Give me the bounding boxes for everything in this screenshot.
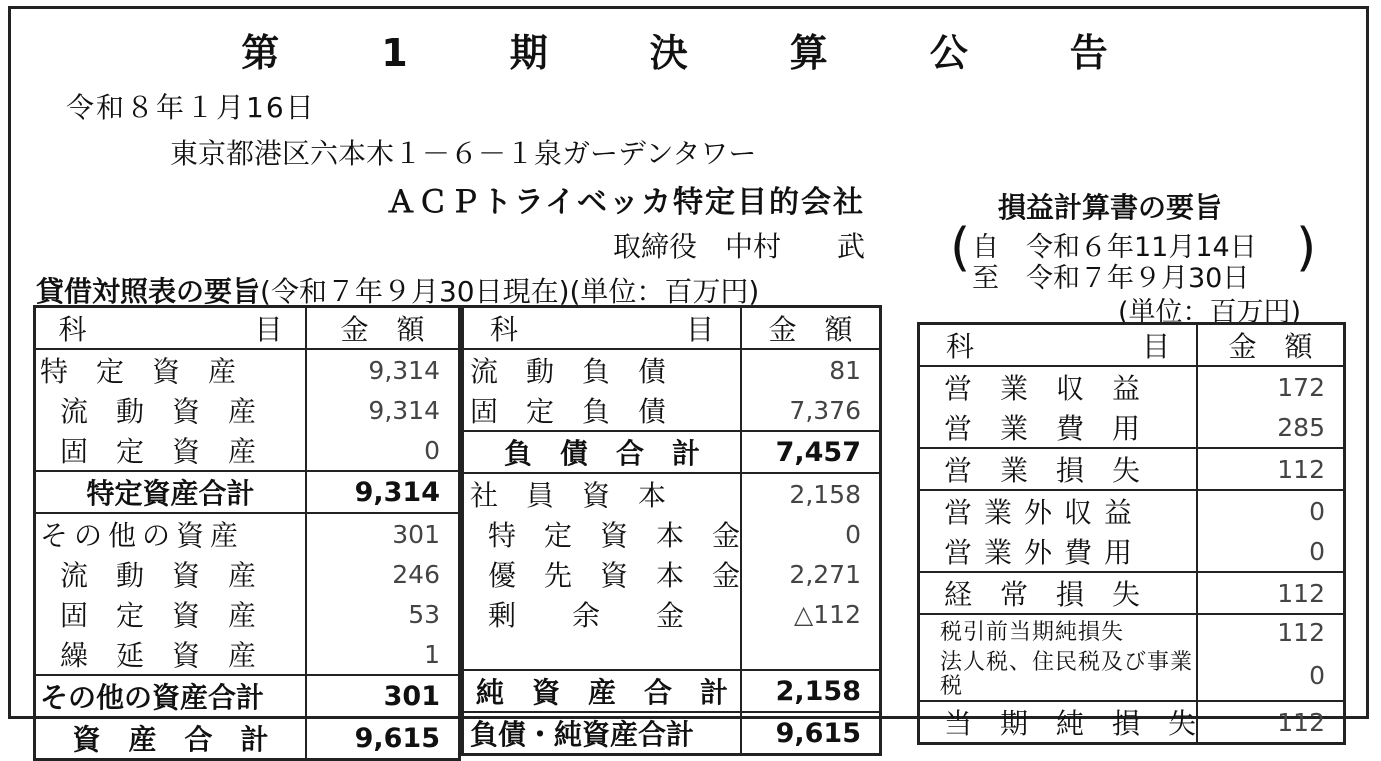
row-value: 7,376 xyxy=(741,390,880,431)
company-name: ＡＣＰトライベッカ特定目的会社 xyxy=(385,185,865,220)
open-paren: ( xyxy=(950,218,971,278)
table-row xyxy=(463,594,881,634)
table-row xyxy=(35,349,460,390)
row-label: 特 定 資 本 金 xyxy=(463,514,742,554)
row-label: 営業外費用 xyxy=(944,536,1145,569)
row-value: 172 xyxy=(1197,366,1344,407)
row-label: その他の資産合計 xyxy=(35,675,307,717)
row-value: 0 xyxy=(741,514,880,554)
row-label: 純 資 産 合 計 xyxy=(463,670,742,712)
row-value: 9,615 xyxy=(741,712,880,755)
row-label: 法人税、住民税及び事業税 xyxy=(940,650,1194,699)
row-value: 9,615 xyxy=(306,717,459,760)
row-label: 経 常 損 失 xyxy=(919,572,1198,614)
period-to: 至 令和７年９月30日 xyxy=(972,263,1250,294)
assets-table xyxy=(33,305,461,761)
row-label: 営 業 費 用 xyxy=(944,412,1141,445)
row-label: 負債・純資産合計 xyxy=(463,712,742,755)
row-label: 負 債 合 計 xyxy=(463,431,742,473)
row-value: 7,457 xyxy=(741,431,880,473)
row-label: 優 先 資 本 金 xyxy=(463,554,742,594)
table-row xyxy=(919,366,1345,407)
liabilities-table xyxy=(461,305,882,756)
row-label: 剰 余 金 xyxy=(463,594,742,634)
col-header-item: 科 目 xyxy=(919,324,1198,367)
row-label: 営 業 収 益 xyxy=(944,372,1141,405)
row-value: 301 xyxy=(306,675,459,717)
row-label: 固 定 負 債 xyxy=(463,390,742,431)
income-statement-title: 損益計算書の要旨 xyxy=(998,191,1223,224)
row-value: 9,314 xyxy=(306,390,459,430)
row-value: 9,314 xyxy=(306,349,459,390)
officer-name: 取締役 中村 武 xyxy=(612,230,865,263)
table-row xyxy=(919,572,1345,614)
row-value: 285 xyxy=(1197,407,1344,448)
balance-sheet-title: 貸借対照表の要旨 xyxy=(36,275,261,308)
row-label: 固 定 資 産 xyxy=(60,599,257,632)
table-row xyxy=(463,473,881,514)
row-label: 営業外収益 xyxy=(919,490,1198,531)
table-row-total xyxy=(463,712,881,755)
table-row xyxy=(919,531,1345,572)
table-row-total xyxy=(35,717,460,760)
table-row xyxy=(35,430,460,471)
row-label: 資 産 合 計 xyxy=(35,717,307,760)
row-label: 固 定 資 産 xyxy=(60,435,257,468)
table-row xyxy=(919,650,1345,701)
table-row xyxy=(919,490,1345,531)
row-label: 特 定 資 産 xyxy=(40,355,237,388)
table-row-total xyxy=(35,675,460,717)
row-label: 繰 延 資 産 xyxy=(60,639,257,672)
income-statement-unit: (単位：百万円) xyxy=(1118,297,1302,328)
row-value: 2,158 xyxy=(741,670,880,712)
col-header-amount: 金 額 xyxy=(1197,324,1344,367)
period-from: 自 令和６年11月14日 xyxy=(972,232,1257,263)
table-row xyxy=(463,349,881,390)
row-value: 81 xyxy=(741,349,880,390)
page-title: 第 1 期 決 算 公 告 xyxy=(241,31,1140,75)
row-label: 流 動 資 産 xyxy=(60,559,257,592)
income-statement-table xyxy=(917,322,1346,745)
col-header-amount: 金 額 xyxy=(741,307,880,350)
table-row xyxy=(35,513,460,554)
table-row xyxy=(35,594,460,634)
row-label: 社 員 資 本 xyxy=(463,473,742,514)
row-value: 112 xyxy=(1197,572,1344,614)
close-paren: ) xyxy=(1296,218,1317,278)
table-row xyxy=(35,554,460,594)
company-address: 東京都港区六本木１－６－１泉ガーデンタワー xyxy=(170,137,757,170)
row-label: 営 業 損 失 xyxy=(919,448,1198,490)
row-value: 2,271 xyxy=(741,554,880,594)
row-value: 53 xyxy=(306,594,459,634)
row-value: 112 xyxy=(1197,614,1344,650)
row-value: 1 xyxy=(306,634,459,675)
table-row xyxy=(35,634,460,675)
table-row xyxy=(463,554,881,594)
table-row-total xyxy=(35,471,460,513)
table-row xyxy=(919,614,1345,650)
col-header-item: 科 目 xyxy=(463,307,742,350)
table-row-blank xyxy=(463,634,881,670)
row-label: 特定資産合計 xyxy=(35,471,307,513)
row-value: 2,158 xyxy=(741,473,880,514)
row-value: 301 xyxy=(306,513,459,554)
row-label: 税引前当期純損失 xyxy=(919,614,1198,650)
table-row xyxy=(919,448,1345,490)
row-value: 0 xyxy=(1197,650,1344,701)
table-row-total xyxy=(463,431,881,473)
row-value: 9,314 xyxy=(306,471,459,513)
balance-sheet-date-unit: (令和７年９月30日現在)(単位：百万円) xyxy=(260,275,760,308)
row-label: 流 動 負 債 xyxy=(463,349,742,390)
table-row xyxy=(919,701,1345,744)
balance-sheet-heading xyxy=(36,270,759,310)
table-row xyxy=(35,390,460,430)
table-row xyxy=(463,514,881,554)
row-value: 0 xyxy=(1197,490,1344,531)
col-header-item: 科 目 xyxy=(35,307,307,350)
row-label: その他の資産 xyxy=(40,519,245,552)
table-header-row xyxy=(463,307,881,350)
col-header-amount: 金 額 xyxy=(306,307,459,350)
table-row xyxy=(919,407,1345,448)
table-header-row xyxy=(919,324,1345,367)
row-value: 0 xyxy=(306,430,459,471)
row-value: 112 xyxy=(1197,448,1344,490)
row-value: 0 xyxy=(1197,531,1344,572)
row-value: △112 xyxy=(741,594,880,634)
row-label: 当 期 純 損 失 xyxy=(919,701,1198,744)
notice-date: 令和８年１月16日 xyxy=(66,91,316,124)
table-row-total xyxy=(463,670,881,712)
row-value: 246 xyxy=(306,554,459,594)
row-label: 流 動 資 産 xyxy=(60,395,257,428)
table-row xyxy=(463,390,881,431)
row-value: 112 xyxy=(1197,701,1344,744)
table-header-row xyxy=(35,307,460,350)
